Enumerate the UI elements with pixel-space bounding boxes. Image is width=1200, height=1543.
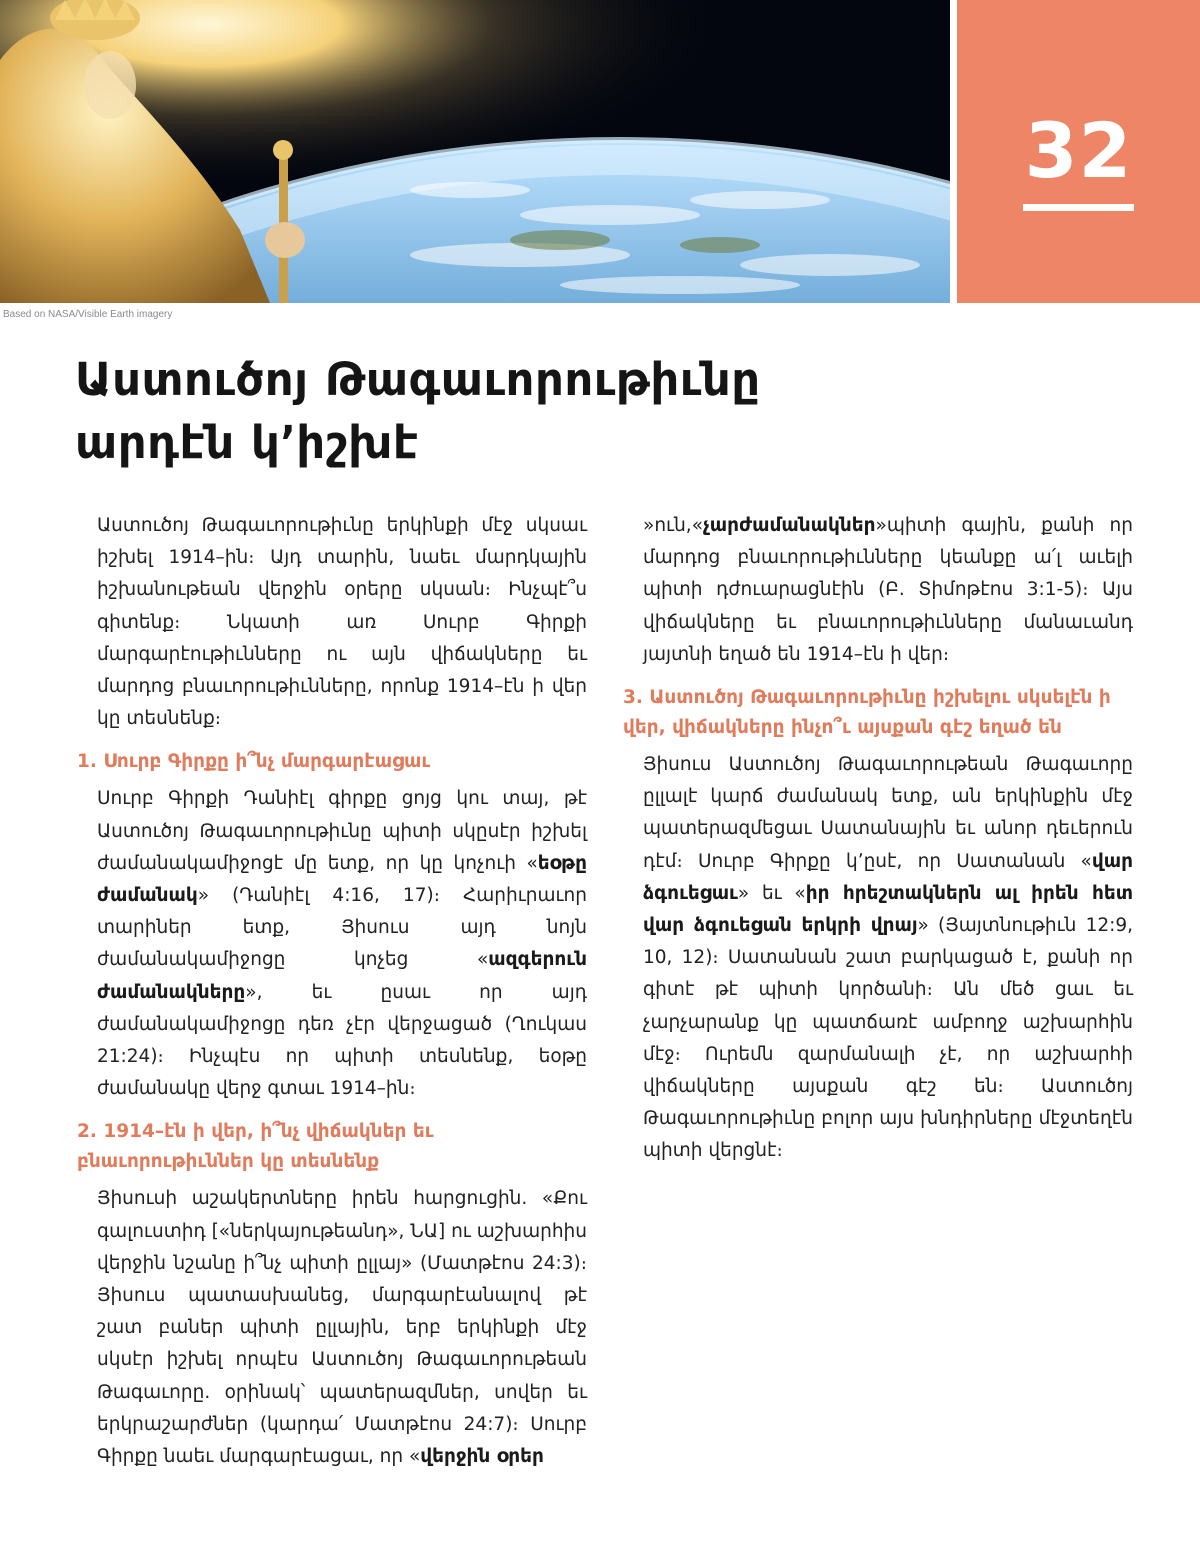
section-1-text-c: », եւ ըսաւ որ այդ ժամանակամիջոցը դեռ չէր վերջացած (Ղուկաս 21:24)։ Ինչպէս որ պիտի տեսնենք, եօթը ժամանակը վերջ գտաւ 1914–ին։ (97, 981, 587, 1100)
section-1-text-b: » (Դանիէլ 4:16, 17)։ Հարիւրաւոր տարիներ ետք, Յիսուս այդ նոյն ժամանակամիջոցը կոչեց « (97, 885, 587, 971)
section-3-heading (623, 683, 1133, 743)
section-3-text-a: Յիսուս Աստուծոյ Թագաւորութեան Թագաւորը ըլլալէ կարճ ժամանակ ետք, ան երկինքին մէջ պատերազմեցաւ Սատանային եւ անոր դեւերուն դէմ։ Սուրբ Գիրքը կ՚ըսէ, որ Սատանան « (643, 754, 1133, 872)
section-2-text-a: Յիսուսի աշակերտները իրեն հարցուցին. «Քու գալուստիդ [«ներկայութեանդ», ՆԱ] ու աշխարհիս վերջին նշանը ի՞նչ պիտի ըլլայ» (Մատթէոս 24:3)։ Յիսուս պատասխանեց, մարգարէանալով թէ շատ բաներ պիտի ըլլային, երբ երկինքի մէջ սկսէր իշխել որպէս Աստուծոյ Թագաւորութեան Թագաւորը. օրինակ՝ պատերազմներ, սովեր եւ երկրաշարժներ (կարդա՛ Մատթէոս 24:7)։ Սուրբ Գիրքը նաեւ մարգարէացաւ, որ « (97, 1188, 588, 1468)
lesson-number-underline (1023, 204, 1134, 211)
section-3-bold-a: վար ձգուեցաւ (643, 850, 1133, 904)
section-3-bold-b: իր հրեշտակներն ալ իրեն հետ վար ձգուեցան երկրի վրայ (643, 882, 1134, 937)
lesson-number: 32 (1024, 106, 1133, 195)
section-2-number: 2. (77, 1121, 97, 1143)
section-2-paragraph-continued (643, 510, 1133, 671)
section-1-paragraph (97, 783, 587, 1105)
section-1-number: 1. (77, 751, 97, 773)
section-2-text-c-cont: պիտի գային, քանի որ մարդոց բնաւորութիւնները կեանքը ա՛լ աւելի պիտի դժուարացնէին (Բ. Տիմոթէոս 3:1-5)։ Այս վիճակները եւ բնաւորութիւնները մանաւանդ յայտնի եղած են 1914–էն ի վեր։ (643, 515, 1133, 665)
section-1-bold-b: ազգերուն ժամանակները (97, 949, 587, 1003)
intro-paragraph: Աստուծոյ Թագաւորութիւնը երկինքի մէջ սկսաւ իշխել 1914–ին։ Այդ տարին, նաեւ մարդկային իշխանութեան վերջին օրերը սկսան։ Ինչպէ՞ս գիտենք։ Նկատի առ Սուրբ Գիրքի մարգարէութիւնները ու այն վիճակները եւ մարդոց բնաւորութիւնները, որոնք 1914–էն ի վեր կը տեսնենք։ (97, 515, 587, 730)
section-1-heading (77, 747, 587, 777)
page-title-line-1: Աստուծոյ Թագաւորութիւնը (75, 353, 761, 406)
section-3-text-c: » (Յայտնութիւն 12:9, 10, 12)։ Սատանան շատ բարկացած է, քանի որ գիտէ թէ պիտի կործանի։ Ան մեծ ցաւ եւ չարչարանք կը պատճառէ ամբողջ աշխարհին մէջ։ Ուրեմն զարմանալի չէ, որ աշխարհի վիճակները այսքան գէշ են։ Աստուծոյ Թագաւորութիւնը բոլոր այս խնդիրները մէջտեղէն պիտի վերցնէ։ (643, 915, 1133, 1162)
section-2-bold-b-cont: ժամանակներ (739, 515, 876, 536)
section-1-heading-text: Սուրբ Գիրքը ի՞նչ մարգարէացաւ (103, 751, 431, 773)
section-2-bold-a: վերջին օրեր (420, 1446, 544, 1468)
earth-from-space-illustration (0, 0, 950, 303)
section-2-text-b-cont: »ուն, (643, 515, 692, 536)
section-2-text-b-cont: « (691, 515, 704, 536)
section-2-text-c-cont: » (875, 515, 887, 536)
page-title-line-2: արդէն կ՚իշխէ (75, 416, 419, 469)
section-2-bold-b-cont: չար (703, 515, 740, 536)
image-credit: Based on NASA/Visible Earth imagery (3, 309, 173, 320)
section-2-paragraph (97, 1183, 587, 1473)
section-1-bold-a: եօթը ժամանակ (97, 852, 587, 907)
section-3-text-b: » եւ « (737, 882, 806, 904)
lesson-number-box (957, 0, 1200, 303)
section-3-heading-text: Աստուծոյ Թագաւորութիւնը իշխելու սկսելէն ի վեր, վիճակները ինչո՞ւ այսքան գէշ եղած են (623, 687, 1111, 739)
hero-image (0, 0, 950, 303)
section-3-number: 3. (623, 687, 643, 709)
right-column (623, 510, 1134, 1180)
section-3-paragraph (643, 749, 1133, 1168)
section-1-text-a: Սուրբ Գիրքի Դանիէլ գիրքը ցոյց կու տայ, թէ Աստուծոյ Թագաւորութիւնը պիտի սկըսէր իշխել ժամանակամիջոցէ մը ետք, որ կը կոչուի « (97, 788, 587, 874)
section-2-heading-text: 1914–էն ի վեր, ի՞նչ վիճակներ եւ բնաւորութիւններ կը տեսնենք (77, 1121, 434, 1173)
page-title (75, 348, 895, 474)
left-column (77, 510, 588, 1485)
section-2-heading (77, 1117, 587, 1177)
